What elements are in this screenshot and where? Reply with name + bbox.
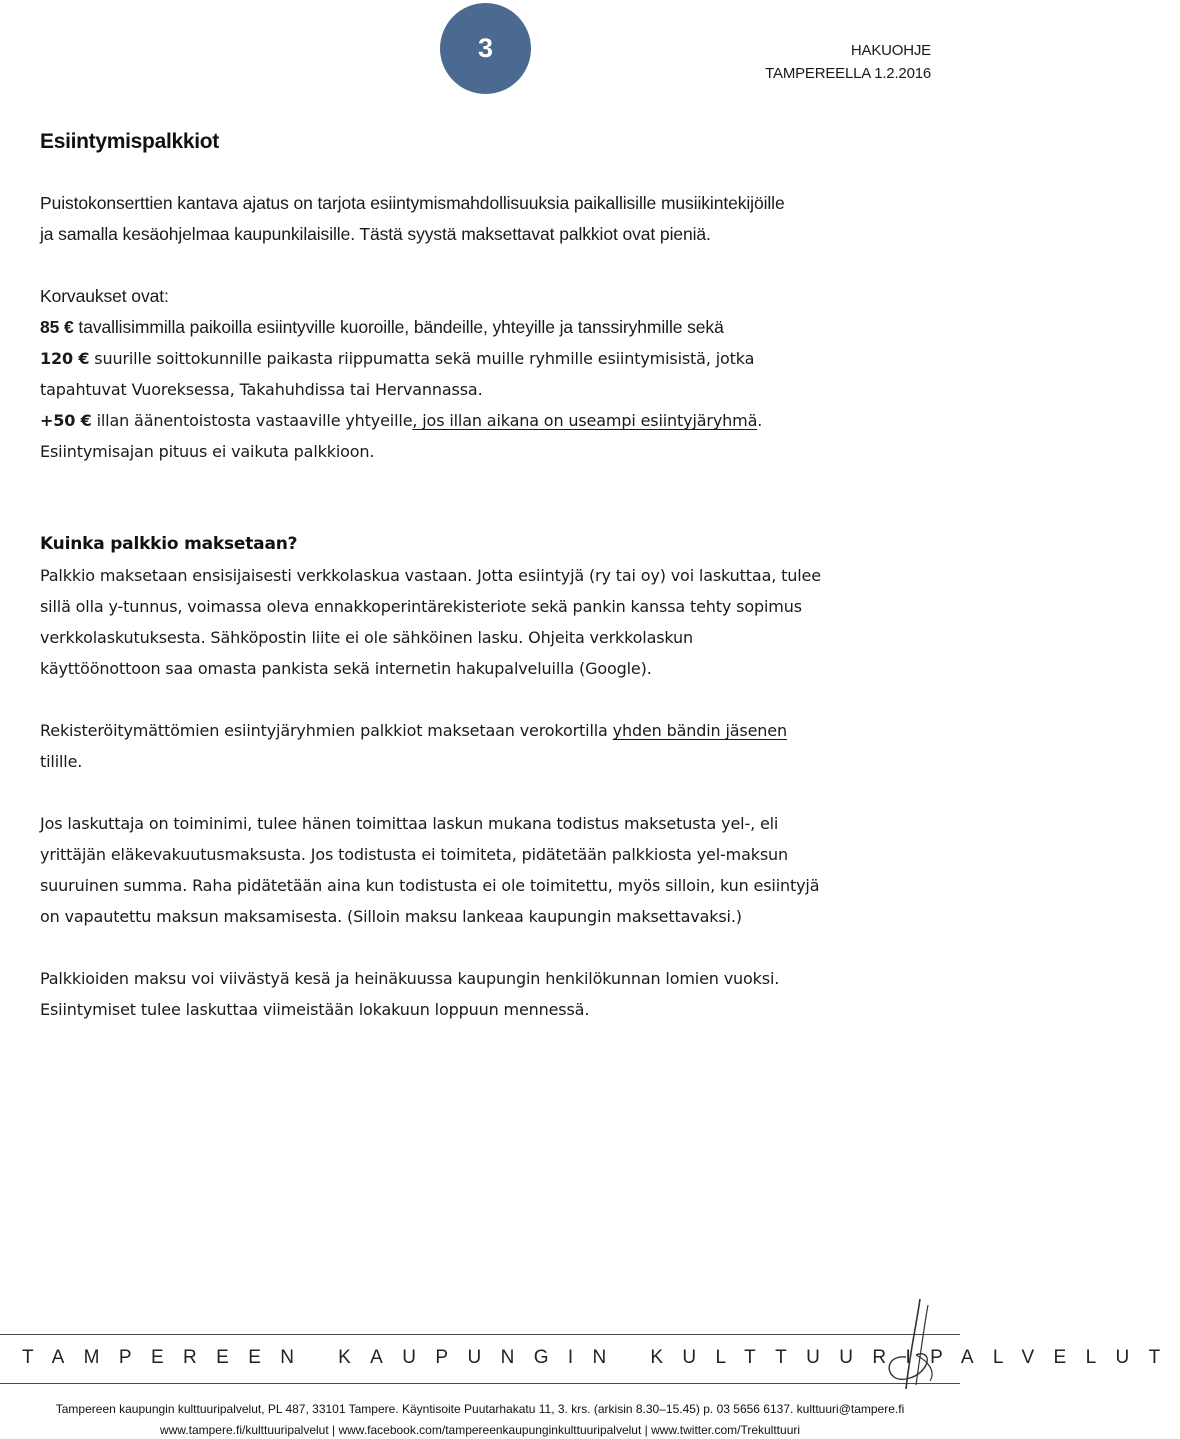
header-title-line2: TAMPEREELLA 1.2.2016 (765, 65, 931, 82)
fee-text-50: illan äänentoistosta vastaaville yhtyeille (91, 411, 413, 430)
fee-text-50-underlined: , jos illan aikana on useampi esiintyjäryhmä (412, 411, 758, 430)
footer-links: www.tampere.fi/kulttuuripalvelut | www.facebook.com/tampereenkaupunginkulttuuripalvelut | www.twitter.com/Trekulttuuri (159, 1423, 801, 1437)
footer-address: Tampereen kaupungin kulttuuripalvelut, PL 487, 33101 Tampere. Käyntisoite Puutarhakatu 11, 3. krs. (arkisin 8.30–15.45) p. 03 5656 6137. kulttuuri@tampere.fi (55, 1402, 905, 1416)
fee-text-120: suurille soittokunnille paikasta riippumatta sekä muille ryhmille esiintymisistä, jotka (89, 349, 755, 368)
payment-para2-text: Rekisteröitymättömien esiintyjäryhmien palkkiot maksetaan verokortilla (40, 721, 613, 740)
fee-amount-50: +50 € (40, 411, 92, 430)
payment-para4-line2: Esiintymiset tulee laskuttaa viimeistään lokakuun loppuun mennessä. (40, 1000, 590, 1019)
intro-line-1: Puistokonserttien kantava ajatus on tarjota esiintymismahdollisuuksia paikallisille musiikintekijöille (40, 193, 785, 213)
payment-para4-line1: Palkkioiden maksu voi viivästyä kesä ja heinäkuussa kaupungin henkilökunnan lomien vuoksi. (40, 969, 780, 988)
fee-row-50 (40, 405, 940, 436)
payment-para1-line4: käyttöönottoon saa omasta pankista sekä internetin hakupalveluilla (Google). (40, 659, 652, 678)
payment-para1-line3: verkkolaskutuksesta. Sähköpostin liite ei ole sähköinen lasku. Ohjeita verkkolaskun (40, 628, 694, 647)
payment-para1-line1: Palkkio maksetaan ensisijaisesti verkkolaskua vastaan. Jotta esiintyjä (ry tai oy) voi laskuttaa, tulee (40, 566, 821, 585)
fee-amount-85: 85 € (40, 317, 74, 337)
payment-para3-line3: suuruinen summa. Raha pidätetään aina kun todistusta ei ole toimitettu, myös silloin, kun esiintyjä (40, 876, 820, 895)
fee-text-85: tavallisimmilla paikoilla esiintyville kuoroille, bändeille, yhteyille ja tanssiryhmille sekä (73, 317, 724, 337)
payment-para2-line1 (40, 715, 940, 746)
page-number: 3 (477, 33, 494, 63)
payment-para3-line2: yrittäjän eläkevakuutusmaksusta. Jos todistusta ei toimiteta, pidätetään palkkiosta yel-maksun (40, 845, 789, 864)
header-title-line1: HAKUOHJE (850, 42, 931, 59)
main-content (40, 126, 940, 1025)
payment-heading: Kuinka palkkio maksetaan? (40, 534, 298, 554)
fee-amount-120: 120 € (40, 349, 90, 368)
fee-row-120 (40, 343, 940, 374)
footer-rule-bottom (0, 1383, 960, 1384)
footer-brand: TAMPEREEN KAUPUNGIN KULTTUURIPALVELUT (22, 1347, 1180, 1368)
fee-row-85 (40, 312, 940, 343)
payment-para3-line1: Jos laskuttaja on toiminimi, tulee hänen toimittaa laskun mukana todistus maksetusta yel-, eli (40, 814, 779, 833)
fees-intro: Korvaukset ovat: (40, 286, 169, 306)
document-header (765, 39, 931, 85)
duration-note: Esiintymisajan pituus ei vaikuta palkkioon. (40, 442, 375, 461)
fee-row-120-cont: tapahtuvat Vuoreksessa, Takahuhdissa tai Hervannassa. (40, 380, 483, 399)
footer-rule-top (0, 1334, 960, 1335)
payment-para3-line4: on vapautettu maksun maksamisesta. (Silloin maksu lankeaa kaupungin maksettavaksi.) (40, 907, 742, 926)
kulttuuripalvelut-logo-icon (880, 1297, 942, 1395)
payment-para2-line2: tilille. (40, 752, 83, 771)
intro-line-2: ja samalla kesäohjelmaa kaupunkilaisille. Tästä syystä maksettavat palkkiot ovat pieniä. (40, 224, 711, 244)
section-heading: Esiintymispalkkiot (40, 130, 219, 153)
fee-text-50-end: . (757, 411, 763, 430)
payment-para2-underlined: yhden bändin jäsenen (612, 721, 787, 740)
payment-para1-line2: sillä olla y-tunnus, voimassa oleva ennakkoperintärekisteriote sekä pankin kanssa tehty sopimus (40, 597, 802, 616)
page-number-badge (440, 3, 531, 94)
